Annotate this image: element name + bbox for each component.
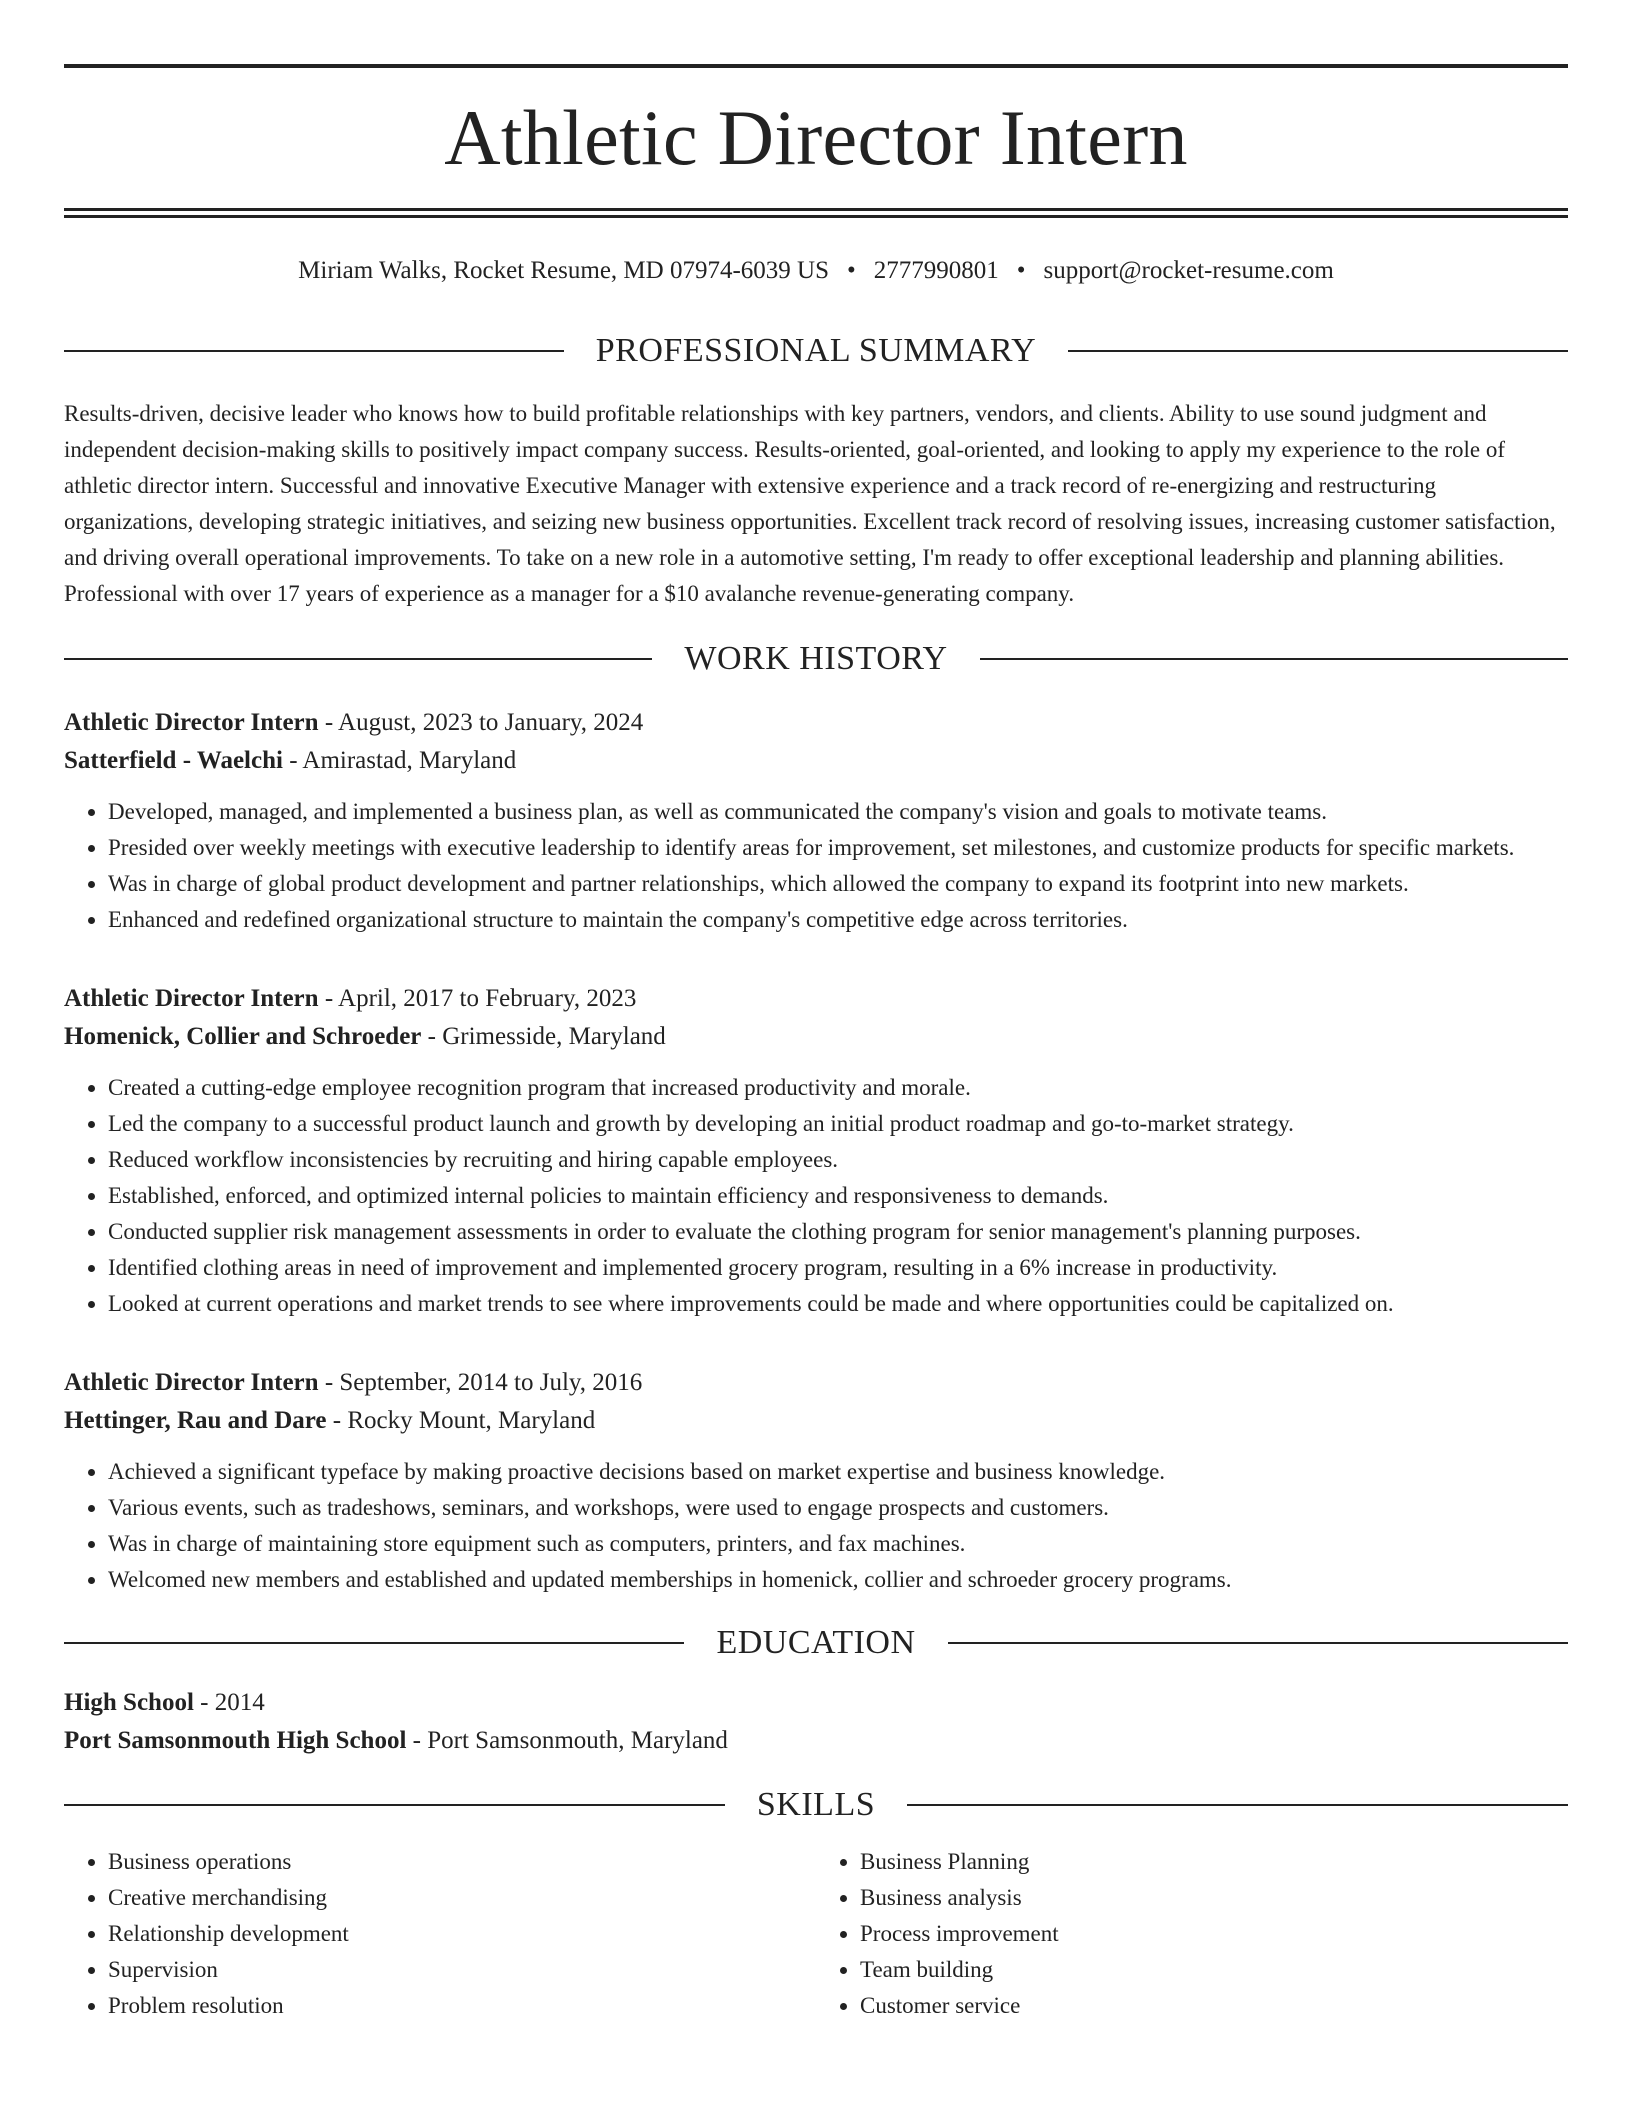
job-dates: - September, 2014 to July, 2016 bbox=[318, 1369, 643, 1396]
skill-item: • Business analysis bbox=[860, 1880, 1568, 1916]
top-rule bbox=[64, 64, 1568, 68]
list-item: • Looked at current operations and market trends to see where improvements could be made and where opportunities could be capitalized on. bbox=[108, 1286, 1568, 1322]
job-company: Satterfield - Waelchi bbox=[64, 747, 283, 774]
job-dates: - August, 2023 to January, 2024 bbox=[318, 709, 644, 736]
skills-list-right bbox=[816, 1844, 1568, 2024]
education-location: - Port Samsonmouth, Maryland bbox=[406, 1727, 728, 1754]
skill-item: • Problem resolution bbox=[108, 1988, 816, 2024]
skill-item: • Supervision bbox=[108, 1952, 816, 1988]
skills-columns bbox=[64, 1844, 1568, 2024]
skill-item: • Relationship development bbox=[108, 1916, 816, 1952]
job-bullets bbox=[64, 1070, 1568, 1322]
list-item: • Presided over weekly meetings with executive leadership to identify areas for improvement, set milestones, and customize products for specific markets. bbox=[108, 830, 1568, 866]
contact-email: support@rocket-resume.com bbox=[1043, 257, 1334, 284]
job-company-line bbox=[64, 1402, 1568, 1440]
job-location: - Grimesside, Maryland bbox=[421, 1023, 666, 1050]
heading-rule-left bbox=[64, 1642, 684, 1644]
job-company-line bbox=[64, 1018, 1568, 1056]
contact-address: Miriam Walks, Rocket Resume, MD 07974-6039 US bbox=[298, 257, 829, 284]
section-title: SKILLS bbox=[756, 1786, 876, 1823]
summary-text: Results-driven, decisive leader who knows how to build profitable relationships with key partners, vendors, and clients. Ability to use sound judgment and independent decision-making skills to positively impact company success. Results-oriented, goal-oriented, and looking to apply my experience to the role of athletic director intern. Successful and innovative Executive Manager with extensive experience and a track record of re-energizing and restructuring organizations, developing strategic initiatives, and seizing new business opportunities. Excellent track record of resolving issues, increasing customer satisfaction, and driving overall operational improvements. To take on a new role in a automotive setting, I'm ready to offer exceptional leadership and planning abilities. Professional with over 17 years of experience as a manager for a $10 avalanche revenue-generating company. bbox=[64, 401, 1556, 606]
section-title: PROFESSIONAL SUMMARY bbox=[595, 332, 1037, 369]
section-title: WORK HISTORY bbox=[684, 640, 948, 677]
education-year: - 2014 bbox=[193, 1689, 265, 1716]
heading-rule-right bbox=[948, 1642, 1568, 1644]
job-title-line bbox=[64, 704, 1568, 742]
heading-rule-right bbox=[980, 658, 1568, 660]
resume-page bbox=[64, 0, 1568, 2024]
skills-list-left bbox=[64, 1844, 816, 2024]
list-item: • Conducted supplier risk management assessments in order to evaluate the clothing program for senior management's planning purposes. bbox=[108, 1214, 1568, 1250]
skill-item: • Team building bbox=[860, 1952, 1568, 1988]
title-double-rule bbox=[64, 208, 1568, 218]
education-entry bbox=[64, 1684, 1568, 1760]
section-title: EDUCATION bbox=[716, 1624, 916, 1661]
skill-item: • Business Planning bbox=[860, 1844, 1568, 1880]
job-title: Athletic Director Intern bbox=[64, 1369, 319, 1396]
job-title: Athletic Director Intern bbox=[64, 985, 319, 1012]
list-item: • Achieved a significant typeface by making proactive decisions based on market expertise and business knowledge. bbox=[108, 1454, 1568, 1490]
title-block bbox=[64, 64, 1568, 218]
list-item: • Created a cutting-edge employee recognition program that increased productivity and morale. bbox=[108, 1070, 1568, 1106]
skills-heading bbox=[64, 1782, 1568, 1828]
job-company-line bbox=[64, 742, 1568, 780]
heading-rule-right bbox=[907, 1804, 1568, 1806]
list-item: • Led the company to a successful product launch and growth by developing an initial product roadmap and go-to-market strategy. bbox=[108, 1106, 1568, 1142]
job-dates: - April, 2017 to February, 2023 bbox=[318, 985, 637, 1012]
heading-rule-left bbox=[64, 658, 652, 660]
heading-rule-left bbox=[64, 1804, 725, 1806]
contact-separator: • bbox=[1016, 257, 1026, 284]
job-location: - Amirastad, Maryland bbox=[282, 747, 517, 774]
heading-rule-right bbox=[1068, 350, 1568, 352]
job-entry bbox=[64, 704, 1568, 938]
contact-separator: • bbox=[847, 257, 856, 284]
job-company: Hettinger, Rau and Dare bbox=[64, 1407, 327, 1434]
job-bullets bbox=[64, 1454, 1568, 1598]
list-item: • Developed, managed, and implemented a business plan, as well as communicated the company's vision and goals to motivate teams. bbox=[108, 794, 1568, 830]
resume-title: Athletic Director Intern bbox=[444, 94, 1188, 181]
skill-item: • Business operations bbox=[108, 1844, 816, 1880]
education-school-line bbox=[64, 1722, 1568, 1760]
skill-item: • Creative merchandising bbox=[108, 1880, 816, 1916]
list-item: • Reduced workflow inconsistencies by recruiting and hiring capable employees. bbox=[108, 1142, 1568, 1178]
job-company: Homenick, Collier and Schroeder bbox=[64, 1023, 422, 1050]
job-entry bbox=[64, 980, 1568, 1322]
work-heading bbox=[64, 636, 1568, 682]
job-bullets bbox=[64, 794, 1568, 938]
education-heading bbox=[64, 1620, 1568, 1666]
education-degree: High School bbox=[64, 1689, 194, 1716]
list-item: • Established, enforced, and optimized internal policies to maintain efficiency and responsiveness to demands. bbox=[108, 1178, 1568, 1214]
education-school: Port Samsonmouth High School bbox=[64, 1727, 407, 1754]
education-degree-line bbox=[64, 1684, 1568, 1722]
job-title-line bbox=[64, 980, 1568, 1018]
job-title-line bbox=[64, 1364, 1568, 1402]
skill-item: • Customer service bbox=[860, 1988, 1568, 2024]
list-item: • Enhanced and redefined organizational structure to maintain the company's competitive edge across territories. bbox=[108, 902, 1568, 938]
list-item: • Identified clothing areas in need of improvement and implemented grocery program, resulting in a 6% increase in productivity. bbox=[108, 1250, 1568, 1286]
job-entry bbox=[64, 1364, 1568, 1598]
heading-rule-left bbox=[64, 350, 564, 352]
list-item: • Was in charge of global product development and partner relationships, which allowed the company to expand its footprint into new markets. bbox=[108, 866, 1568, 902]
contact-line bbox=[64, 254, 1568, 288]
skill-item: • Process improvement bbox=[860, 1916, 1568, 1952]
list-item: • Welcomed new members and established and updated memberships in homenick, collier and schroeder grocery programs. bbox=[108, 1562, 1568, 1598]
list-item: • Various events, such as tradeshows, seminars, and workshops, were used to engage prospects and customers. bbox=[108, 1490, 1568, 1526]
list-item: • Was in charge of maintaining store equipment such as computers, printers, and fax machines. bbox=[108, 1526, 1568, 1562]
job-location: - Rocky Mount, Maryland bbox=[326, 1407, 596, 1434]
job-title: Athletic Director Intern bbox=[64, 709, 319, 736]
summary-heading bbox=[64, 328, 1568, 374]
contact-phone: 2777990801 bbox=[873, 257, 999, 284]
